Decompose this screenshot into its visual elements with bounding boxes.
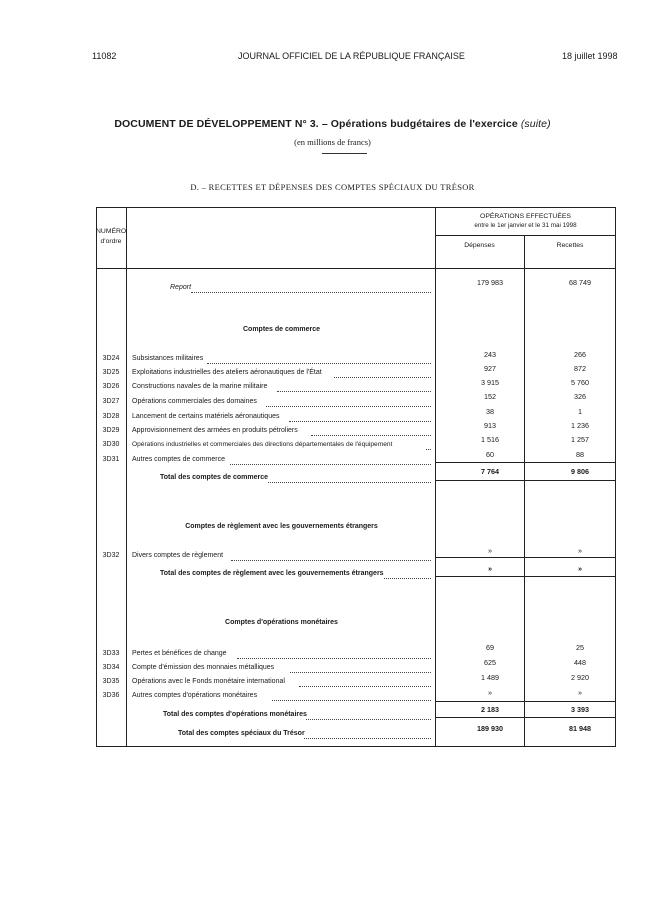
title-rule [322,153,367,154]
row-code: 3D28 [102,413,120,420]
row-label: Constructions navales de la marine militaire [132,383,268,390]
total-label: Total des comptes d'opérations monétaires [163,711,307,718]
ops-header-rule [435,235,616,236]
divider-values [524,235,525,747]
row-label: Opérations avec le Fonds monétaire international [132,678,285,685]
dot-leader [384,578,431,579]
row-depenses: 69 [486,643,494,652]
section-heading: D. – RECETTES ET DÉPENSES DES COMPTES SPÉCIAUX DU TRÉSOR [190,182,475,192]
report-depenses: 179 983 [477,278,503,287]
dot-leader [306,719,431,720]
col-depenses: Dépenses [464,242,495,249]
dot-leader [272,700,431,701]
dot-leader [237,658,431,659]
report-recettes: 68 749 [569,278,591,287]
row-recettes: 1 [578,407,582,416]
row-depenses: 625 [484,658,496,667]
document-title-main: DOCUMENT DE DÉVELOPPEMENT N° 3. – Opérations budgétaires de l'exercice [114,118,518,130]
dot-leader [231,560,431,561]
commerce-heading: Comptes de commerce [242,326,321,333]
row-recettes: 326 [574,392,586,401]
grand-total-label: Total des comptes spéciaux du Trésor [178,730,305,737]
dot-leader [311,435,431,436]
row-code: 3D36 [102,692,120,699]
row-label: Lancement de certains matériels aéronautiques [132,413,280,420]
row-code: 3D25 [102,369,120,376]
subtotal-rule [435,701,616,702]
row-recettes: 2 920 [571,673,589,682]
total-label: Total des comptes de règlement avec les gouvernements étrangers [160,570,384,577]
document-title-suffix: (suite) [520,118,551,130]
row-code: 3D26 [102,383,120,390]
row-code: 3D30 [102,441,120,448]
row-depenses: 1 489 [481,673,499,682]
row-recettes: 872 [574,364,586,373]
divider-label [435,207,436,747]
total-rule [435,717,616,718]
reglement-heading: Comptes de règlement avec les gouvernements étrangers [185,523,378,530]
row-code: 3D34 [102,664,120,671]
total-rule [435,480,616,481]
row-depenses: 927 [484,364,496,373]
dot-leader [277,391,431,392]
grand-total-recettes: 81 948 [569,724,591,733]
total-depenses: 7 764 [481,467,499,476]
row-depenses: 60 [486,450,494,459]
row-recettes: 1 236 [571,421,589,430]
total-label: Total des comptes de commerce [160,474,269,481]
row-label: Opérations industrielles et commerciales des directions départementales de l'équipement [132,441,393,448]
dot-leader [268,482,431,483]
row-code: 3D33 [102,650,120,657]
subtotal-rule [435,462,616,463]
row-label: Compte d'émission des monnaies métalliques [132,664,275,671]
row-label: Pertes et bénéfices de change [132,650,227,657]
row-depenses: 152 [484,392,496,401]
row-code: 3D32 [102,552,120,559]
row-code: 3D29 [102,427,120,434]
header-bottom-rule [96,268,616,269]
row-label: Subsistances militaires [132,355,204,362]
dot-leader [191,292,431,293]
row-depenses: 3 915 [481,378,499,387]
row-depenses: 1 516 [481,435,499,444]
row-recettes: 266 [574,350,586,359]
row-label: Opérations commerciales des domaines [132,398,257,405]
row-code: 3D31 [102,456,120,463]
row-recettes: » [578,688,582,697]
row-label: Exploitations industrielles des ateliers aéronautiques de l'État [132,369,322,376]
page-number: 11082 [92,51,117,61]
ops-title: OPÉRATIONS EFFECTUÉES [480,213,571,220]
dot-leader [207,363,431,364]
dot-leader [299,686,431,687]
total-depenses: » [488,564,492,573]
row-recettes: 448 [574,658,586,667]
subtotal-rule [435,557,616,558]
row-label: Approvisionnement des armées en produits pétroliers [132,427,298,434]
row-recettes: 5 760 [571,378,589,387]
col-numero-line1: NUMÉRO [96,228,127,235]
row-recettes: 88 [576,450,584,459]
dot-leader [290,672,431,673]
total-recettes: 3 393 [571,705,589,714]
row-recettes: 1 257 [571,435,589,444]
row-label: Divers comptes de règlement [132,552,224,559]
units-note: (en millions de francs) [294,137,371,147]
journal-title: JOURNAL OFFICIEL DE LA RÉPUBLIQUE FRANÇAISE [238,51,465,61]
monetaires-heading: Comptes d'opérations monétaires [225,619,338,626]
row-code: 3D35 [102,678,120,685]
col-recettes: Recettes [556,242,584,249]
col-numero-line2: d'ordre [100,238,122,245]
row-depenses: » [488,688,492,697]
row-depenses: 243 [484,350,496,359]
row-code: 3D27 [102,398,120,405]
row-depenses: 913 [484,421,496,430]
total-recettes: 9 806 [571,467,589,476]
dot-leader [304,738,431,739]
report-label: Report [170,284,192,291]
total-rule [435,576,616,577]
ops-subtitle: entre le 1er janvier et le 31 mai 1998 [474,222,577,229]
grand-total-depenses: 189 930 [477,724,503,733]
dot-leader [426,449,431,450]
dot-leader [289,421,431,422]
row-recettes: » [578,546,582,555]
divider-code [126,207,127,747]
row-depenses: » [488,546,492,555]
dot-leader [334,377,431,378]
dot-leader [266,406,431,407]
row-recettes: 25 [576,643,584,652]
row-depenses: 38 [486,407,494,416]
total-recettes: » [578,564,582,573]
document-title [0,118,665,130]
row-label: Autres comptes de commerce [132,456,225,463]
dot-leader [230,464,431,465]
total-depenses: 2 183 [481,705,499,714]
row-code: 3D24 [102,355,120,362]
issue-date: 18 juillet 1998 [562,51,618,61]
row-label: Autres comptes d'opérations monétaires [132,692,258,699]
